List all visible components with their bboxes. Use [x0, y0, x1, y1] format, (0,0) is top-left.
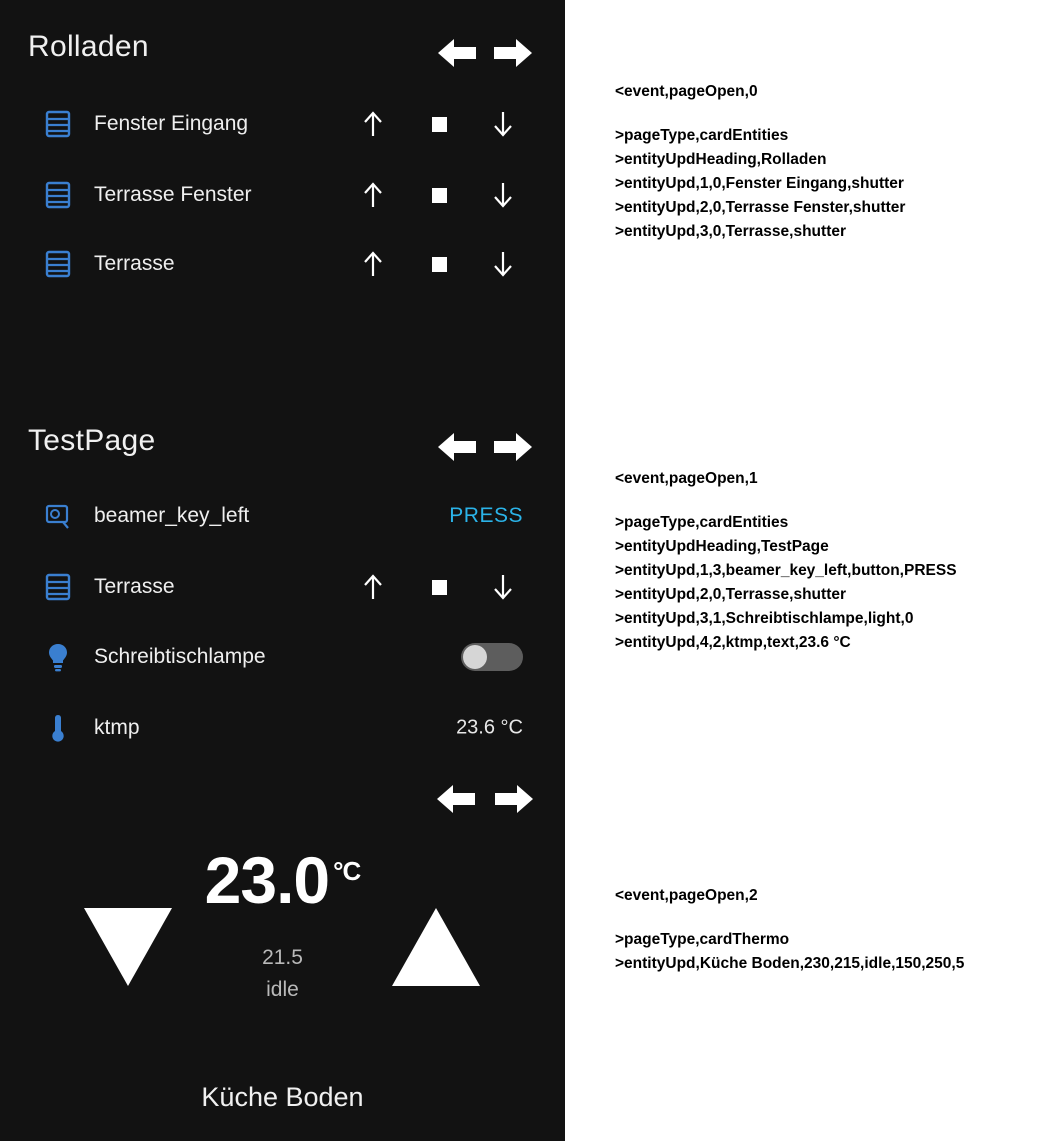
shutter-up-button[interactable]: [356, 247, 390, 281]
shutter-down-button[interactable]: [486, 570, 520, 604]
log-line: >entityUpdHeading,Rolladen: [615, 151, 827, 168]
arrow-left-icon[interactable]: [433, 428, 479, 466]
log-line: >pageType,cardThermo: [615, 931, 790, 948]
log-event: <event,pageOpen,2: [615, 887, 758, 904]
current-temperature-value: 23.0: [204, 843, 330, 917]
press-button[interactable]: PRESS: [449, 504, 523, 527]
list-item-label: Terrasse: [94, 252, 175, 275]
card-header-rolladen: [0, 30, 565, 90]
light-toggle-switch[interactable]: [461, 643, 523, 671]
shutter-icon: [42, 248, 74, 280]
shutter-up-button[interactable]: [356, 107, 390, 141]
list-item[interactable]: [0, 559, 565, 615]
thermo-nav-arrows: [0, 780, 565, 828]
page-nav-arrows: [433, 428, 543, 468]
temperature-unit: °C: [333, 856, 361, 886]
log-line: >entityUpdHeading,TestPage: [615, 538, 829, 555]
shutter-up-button[interactable]: [356, 570, 390, 604]
shutter-stop-button[interactable]: [422, 570, 456, 604]
list-item[interactable]: [0, 488, 565, 544]
list-item[interactable]: [0, 167, 565, 223]
log-line: >entityUpd,2,0,Terrasse,shutter: [615, 586, 847, 603]
arrow-right-icon[interactable]: [491, 34, 537, 72]
log-line: >entityUpd,1,0,Fenster Eingang,shutter: [615, 175, 904, 192]
lightbulb-icon: [42, 641, 74, 673]
list-item-label: Terrasse Fenster: [94, 183, 252, 206]
arrow-right-icon[interactable]: [491, 428, 537, 466]
list-item[interactable]: [0, 629, 565, 685]
shutter-stop-button[interactable]: [422, 178, 456, 212]
shutter-up-button[interactable]: [356, 178, 390, 212]
log-line: >entityUpd,3,1,Schreibtischlampe,light,0: [615, 610, 914, 627]
thermometer-icon: [42, 712, 74, 744]
card-header-testpage: [0, 424, 565, 484]
log-line: >pageType,cardEntities: [615, 127, 789, 144]
list-item-label: Fenster Eingang: [94, 112, 249, 135]
log-event: <event,pageOpen,1: [615, 470, 758, 487]
thermostat-name: Küche Boden: [201, 1082, 364, 1112]
projector-icon: [42, 500, 74, 532]
arrow-left-icon[interactable]: [432, 780, 478, 818]
log-line: >entityUpd,1,3,beamer_key_left,button,PRESS: [615, 562, 957, 579]
log-line: >entityUpd,4,2,ktmp,text,23.6 °C: [615, 634, 851, 651]
log-line: >entityUpd,2,0,Terrasse Fenster,shutter: [615, 199, 906, 216]
list-item-label: Terrasse: [94, 575, 175, 598]
page-title: TestPage: [28, 424, 156, 457]
log-line: >entityUpd,3,0,Terrasse,shutter: [615, 223, 847, 240]
toggle-knob: [463, 645, 487, 669]
page-nav-arrows: [433, 34, 543, 74]
log-line: >entityUpd,Küche Boden,230,215,idle,150,250,5: [615, 955, 965, 972]
shutter-icon: [42, 108, 74, 140]
thermostat-state: idle: [266, 978, 299, 1001]
list-item-label: Schreibtischlampe: [94, 645, 266, 668]
protocol-log-area: [565, 0, 1045, 1141]
log-event: <event,pageOpen,0: [615, 83, 758, 100]
page-title: Rolladen: [28, 30, 149, 63]
current-temperature: [0, 842, 565, 918]
shutter-down-button[interactable]: [486, 107, 520, 141]
log-block-page1: [615, 467, 957, 655]
log-block-page2: [615, 884, 964, 976]
arrow-left-icon[interactable]: [433, 34, 479, 72]
sensor-value: 23.6 °C: [456, 716, 523, 739]
list-item-label: ktmp: [94, 716, 140, 739]
shutter-down-button[interactable]: [486, 178, 520, 212]
shutter-stop-button[interactable]: [422, 247, 456, 281]
shutter-icon: [42, 179, 74, 211]
list-item[interactable]: [0, 96, 565, 152]
shutter-stop-button[interactable]: [422, 107, 456, 141]
shutter-icon: [42, 571, 74, 603]
log-line: >pageType,cardEntities: [615, 514, 789, 531]
list-item-label: beamer_key_left: [94, 504, 250, 527]
log-block-page0: [615, 80, 905, 244]
shutter-down-button[interactable]: [486, 247, 520, 281]
list-item: [0, 700, 565, 756]
arrow-right-icon[interactable]: [492, 780, 538, 818]
list-item[interactable]: [0, 236, 565, 292]
target-temperature: 21.5: [262, 946, 303, 969]
